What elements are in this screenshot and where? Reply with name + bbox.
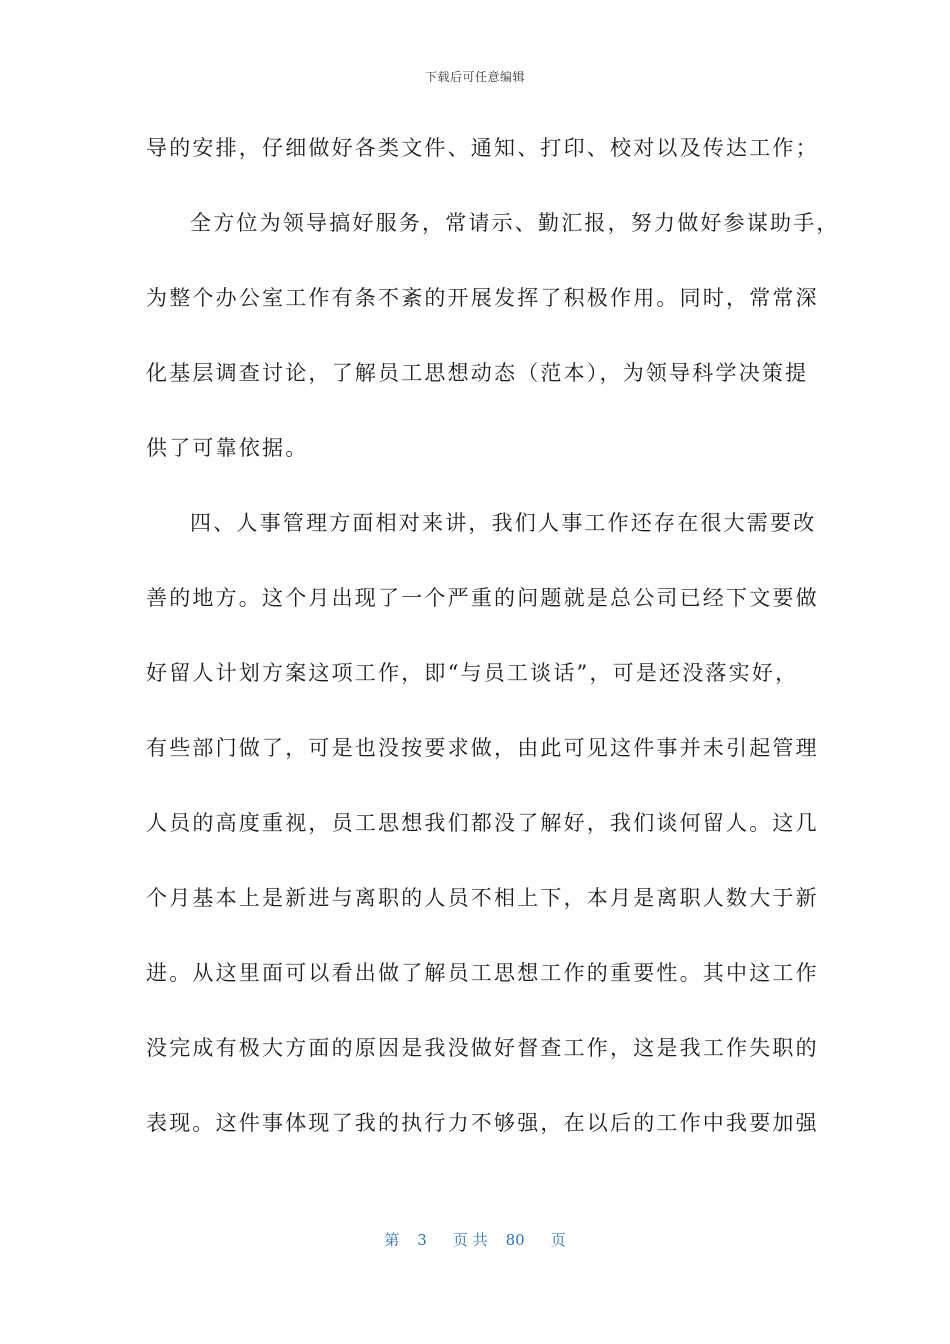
paragraph-line: 没完成有极大方面的原因是我没做好督查工作，这是我工作失职的	[146, 1036, 819, 1060]
page-label: 第	[384, 1231, 400, 1249]
paragraph-line: 个月基本上是新进与离职的人员不相上下，本月是离职人数大于新	[146, 886, 819, 910]
paragraph-line: 有些部门做了，可是也没按要求做，由此可见这件事并未引起管理	[146, 736, 819, 760]
paragraph-line: 供了可靠依据。	[146, 436, 309, 460]
total-label: 页 共	[452, 1231, 488, 1249]
page-footer	[0, 1229, 950, 1250]
paragraph-line: 化基层调查讨论，了解员工思想动态（范本），为领导科学决策提	[146, 361, 809, 385]
paragraph-line: 表现。这件事体现了我的执行力不够强，在以后的工作中我要加强	[146, 1111, 819, 1135]
paragraph-line: 人员的高度重视，员工思想我们都没了解好，我们谈何留人。这几	[146, 811, 819, 835]
page-suffix: 页	[550, 1231, 566, 1249]
paragraph-line: 导的安排，仔细做好各类文件、通知、打印、校对以及传达工作；	[146, 136, 819, 160]
page-number: 3	[417, 1231, 427, 1249]
paragraph-line: 善的地方。这个月出现了一个严重的问题就是总公司已经下文要做	[146, 586, 819, 610]
paragraph-line: 为整个办公室工作有条不紊的开展发挥了积极作用。同时，常常深	[146, 286, 819, 310]
paragraph-line: 四、人事管理方面相对来讲，我们人事工作还存在很大需要改	[190, 511, 817, 535]
total-pages: 80	[505, 1231, 525, 1249]
header-note: 下载后可任意编辑	[424, 70, 525, 84]
paragraph-line: 进。从这里面可以看出做了解员工思想工作的重要性。其中这工作	[146, 961, 819, 985]
paragraph-line: 好留人计划方案这项工作，即“与员工谈话”，可是还没落实好，	[146, 661, 799, 685]
paragraph-line: 全方位为领导搞好服务，常请示、勤汇报，努力做好参谋助手，	[190, 211, 840, 235]
